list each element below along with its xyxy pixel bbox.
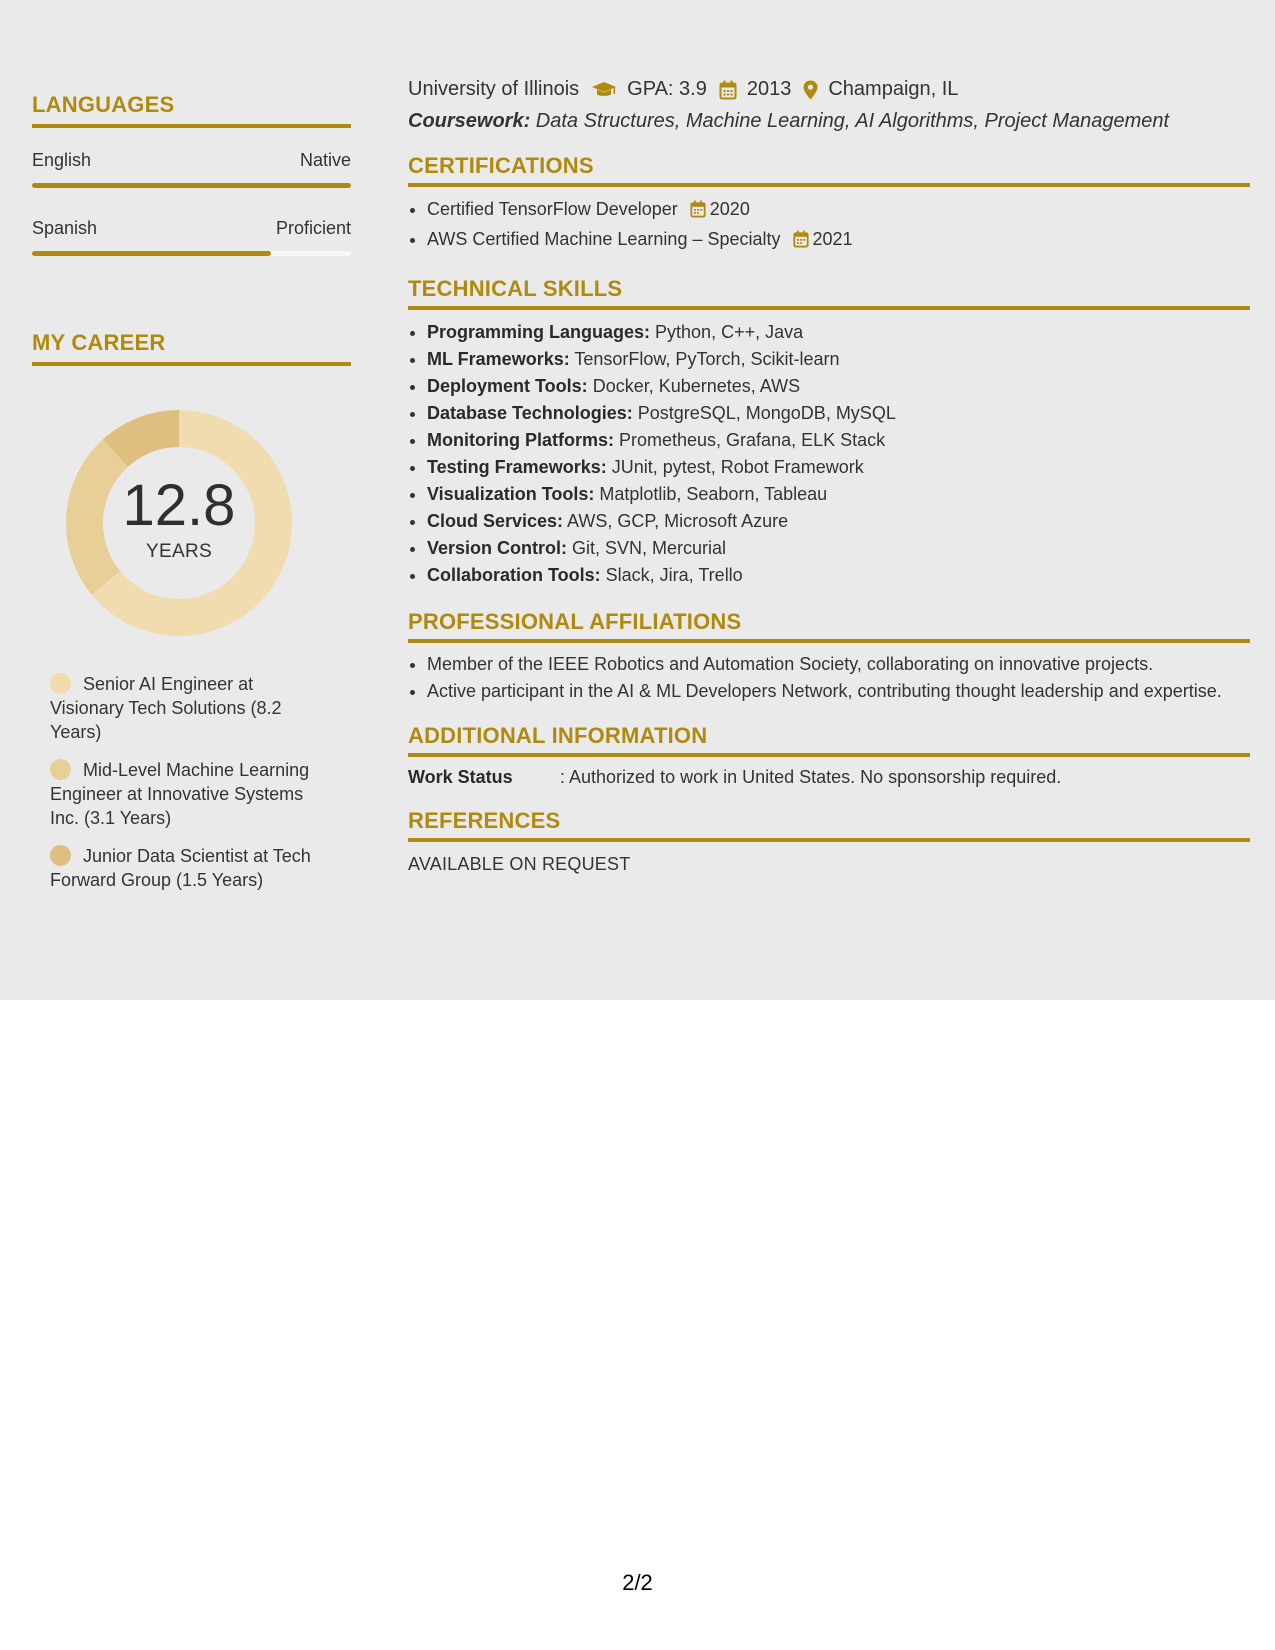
- skill-value: Python, C++, Java: [650, 322, 804, 342]
- skill-value: Matplotlib, Seaborn, Tableau: [594, 484, 828, 504]
- career-role-text: Junior Data Scientist at Tech Forward Group (1.5 Years): [50, 846, 311, 890]
- language-level: Proficient: [275, 218, 351, 238]
- certification-item: [427, 196, 1250, 226]
- certifications-list: [408, 196, 1250, 256]
- career-legend: [32, 672, 322, 892]
- main-content: [408, 78, 1250, 875]
- skill-value: TensorFlow, PyTorch, Scikit-learn: [569, 349, 840, 369]
- skills-title: TECHNICAL SKILLS: [408, 276, 1250, 310]
- career-title: MY CAREER: [32, 330, 351, 366]
- coursework-text: Data Structures, Machine Learning, AI Algorithms, Project Management: [530, 110, 1170, 132]
- certification-year: 2020: [709, 199, 750, 219]
- skill-label: Monitoring Platforms:: [427, 430, 614, 450]
- language-bar-track: [32, 183, 351, 188]
- certification-year: 2021: [812, 229, 853, 249]
- skill-label: Database Technologies:: [427, 403, 633, 423]
- references-title: REFERENCES: [408, 808, 1250, 842]
- skill-item: [427, 508, 1250, 535]
- skill-label: Cloud Services:: [427, 511, 564, 531]
- graduation-year: 2013: [746, 78, 792, 100]
- calendar-icon: [690, 199, 706, 226]
- affiliations-title: PROFESSIONAL AFFILIATIONS: [408, 609, 1250, 643]
- skill-label: ML Frameworks:: [427, 349, 570, 369]
- language-level: Native: [299, 150, 351, 170]
- language-bar-track: [32, 251, 351, 256]
- affiliation-item: • Member of the IEEE Robotics and Automation Society, collaborating on innovative projects.: [427, 652, 1250, 676]
- skill-item: [427, 535, 1250, 562]
- school-name: University of Illinois: [408, 78, 580, 100]
- skill-item: [427, 562, 1250, 589]
- skill-value: Slack, Jira, Trello: [600, 565, 743, 585]
- coursework-label: Coursework:: [408, 110, 531, 132]
- skill-label: Collaboration Tools:: [427, 565, 601, 585]
- skill-label: Programming Languages:: [427, 322, 651, 342]
- graduation-cap-icon: [591, 81, 617, 99]
- legend-dot: [50, 673, 71, 694]
- certification-name: AWS Certified Machine Learning – Specialty: [427, 229, 781, 249]
- skill-value: Docker, Kubernetes, AWS: [587, 376, 801, 396]
- certifications-title: CERTIFICATIONS: [408, 153, 1250, 187]
- career-legend-item: [50, 844, 322, 892]
- career-role-text: Mid-Level Machine Learning Engineer at Innovative Systems Inc. (3.1 Years): [50, 760, 310, 828]
- gpa: GPA: 3.9: [627, 78, 707, 100]
- coursework: [408, 110, 1250, 133]
- sidebar: [32, 92, 351, 906]
- skill-item: [427, 319, 1250, 346]
- education-line: [408, 78, 1250, 101]
- page-number: 2/2: [622, 1570, 653, 1595]
- career-total-unit: YEARS: [146, 541, 212, 562]
- skill-value: Git, SVN, Mercurial: [567, 538, 727, 558]
- certification-item: [427, 226, 1250, 256]
- legend-dot: [50, 759, 71, 780]
- language-english: [32, 150, 351, 188]
- work-status-row: [408, 767, 1250, 788]
- calendar-icon: [719, 80, 737, 100]
- career-donut-chart: [66, 410, 292, 636]
- skill-label: Version Control:: [427, 538, 568, 558]
- skill-item: [427, 373, 1250, 400]
- skills-list: [408, 319, 1250, 589]
- skill-label: Testing Frameworks:: [427, 457, 607, 477]
- language-spanish: [32, 218, 351, 256]
- language-name: Spanish: [32, 218, 98, 238]
- work-status-value: : Authorized to work in United States. No sponsorship required.: [560, 767, 1062, 787]
- skill-item: [427, 346, 1250, 373]
- skill-item: [427, 454, 1250, 481]
- skill-label: Visualization Tools:: [427, 484, 595, 504]
- language-bar-fill: [32, 251, 271, 256]
- skill-value: Prometheus, Grafana, ELK Stack: [614, 430, 886, 450]
- affiliation-item: • Active participant in the AI & ML Developers Network, contributing thought leadership and expertise.: [427, 679, 1250, 703]
- additional-info-title: ADDITIONAL INFORMATION: [408, 723, 1250, 757]
- map-pin-icon: [803, 80, 818, 100]
- work-status-label: Work Status: [408, 767, 513, 787]
- affiliations-list: [408, 652, 1250, 703]
- references-text: AVAILABLE ON REQUEST: [408, 854, 631, 874]
- career-legend-item: [50, 758, 322, 830]
- certification-name: Certified TensorFlow Developer: [427, 199, 678, 219]
- skill-item: [427, 427, 1250, 454]
- skill-item: [427, 481, 1250, 508]
- legend-dot: [50, 845, 71, 866]
- skill-value: PostgreSQL, MongoDB, MySQL: [632, 403, 896, 423]
- career-legend-item: [50, 672, 322, 744]
- language-bar-fill: [32, 183, 351, 188]
- language-name: English: [32, 150, 92, 170]
- career-total-value: 12.8: [122, 473, 236, 538]
- skill-value: JUnit, pytest, Robot Framework: [606, 457, 864, 477]
- skill-item: [427, 400, 1250, 427]
- calendar-icon: [793, 229, 809, 256]
- skill-label: Deployment Tools:: [427, 376, 588, 396]
- languages-title: LANGUAGES: [32, 92, 351, 128]
- location: Champaign, IL: [828, 78, 959, 100]
- skill-value: AWS, GCP, Microsoft Azure: [563, 511, 789, 531]
- career-role-text: Senior AI Engineer at Visionary Tech Solutions (8.2 Years): [50, 674, 282, 742]
